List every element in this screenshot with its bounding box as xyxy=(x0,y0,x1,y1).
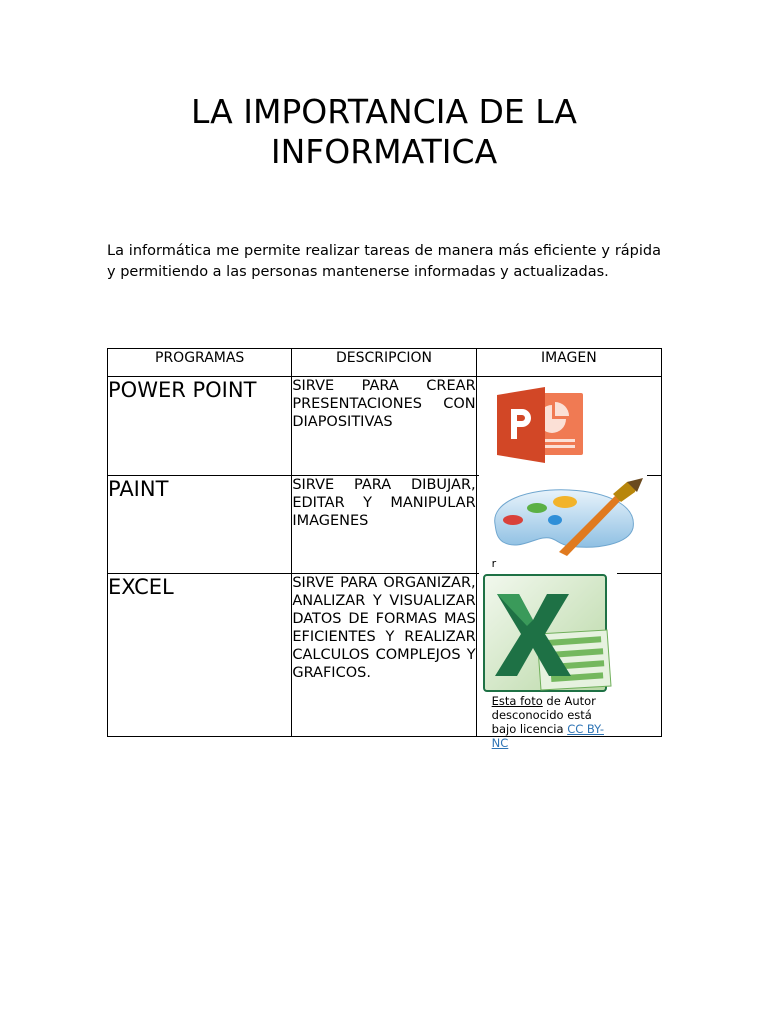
excel-logo-icon xyxy=(483,574,613,692)
program-image-cell xyxy=(476,574,661,750)
table-row xyxy=(108,476,662,574)
intro-paragraph: La informática me permite realizar tareas de manera más eficiente y rápida y permitiendo a las personas mantenerse informadas y actualizadas. xyxy=(107,243,661,280)
program-description: SIRVE PARA DIBUJAR, EDITAR Y MANIPULAR IMAGENES xyxy=(292,476,476,574)
program-name: EXCEL xyxy=(108,574,292,737)
paint-palette-icon xyxy=(487,478,647,556)
header-imagen: IMAGEN xyxy=(476,349,661,377)
program-description: SIRVE PARA ORGANIZAR, ANALIZAR Y VISUALIZAR DATOS DE FORMAS MAS EFICIENTES Y REALIZAR CALCULOS COMPLEJOS Y GRAFICOS. xyxy=(292,574,476,737)
document-title xyxy=(107,92,661,172)
program-name: PAINT xyxy=(108,476,292,574)
table-row xyxy=(108,574,662,737)
programs-table xyxy=(107,348,662,750)
header-descripcion: DESCRIPCION xyxy=(292,349,476,377)
attribution-text: de Autor desconocido está bajo licencia xyxy=(491,694,596,736)
license-link[interactable]: CC BY-NC xyxy=(491,722,604,750)
program-description: SIRVE PARA CREAR PRESENTACIONES CON DIAPOSITIVAS xyxy=(292,377,476,476)
photo-link[interactable]: Esta foto xyxy=(491,694,543,708)
program-image-cell xyxy=(476,377,661,476)
program-name: POWER POINT xyxy=(108,377,292,476)
table-row xyxy=(108,377,662,476)
title-line-2: INFORMATICA xyxy=(270,132,498,171)
powerpoint-logo-icon xyxy=(497,387,585,463)
header-programas: PROGRAMAS xyxy=(108,349,292,377)
program-image-cell xyxy=(476,476,661,574)
title-line-1: LA IMPORTANCIA DE LA xyxy=(191,92,577,131)
table-header-row xyxy=(108,349,662,377)
image-attribution xyxy=(492,694,612,750)
stray-character: r xyxy=(491,557,497,570)
